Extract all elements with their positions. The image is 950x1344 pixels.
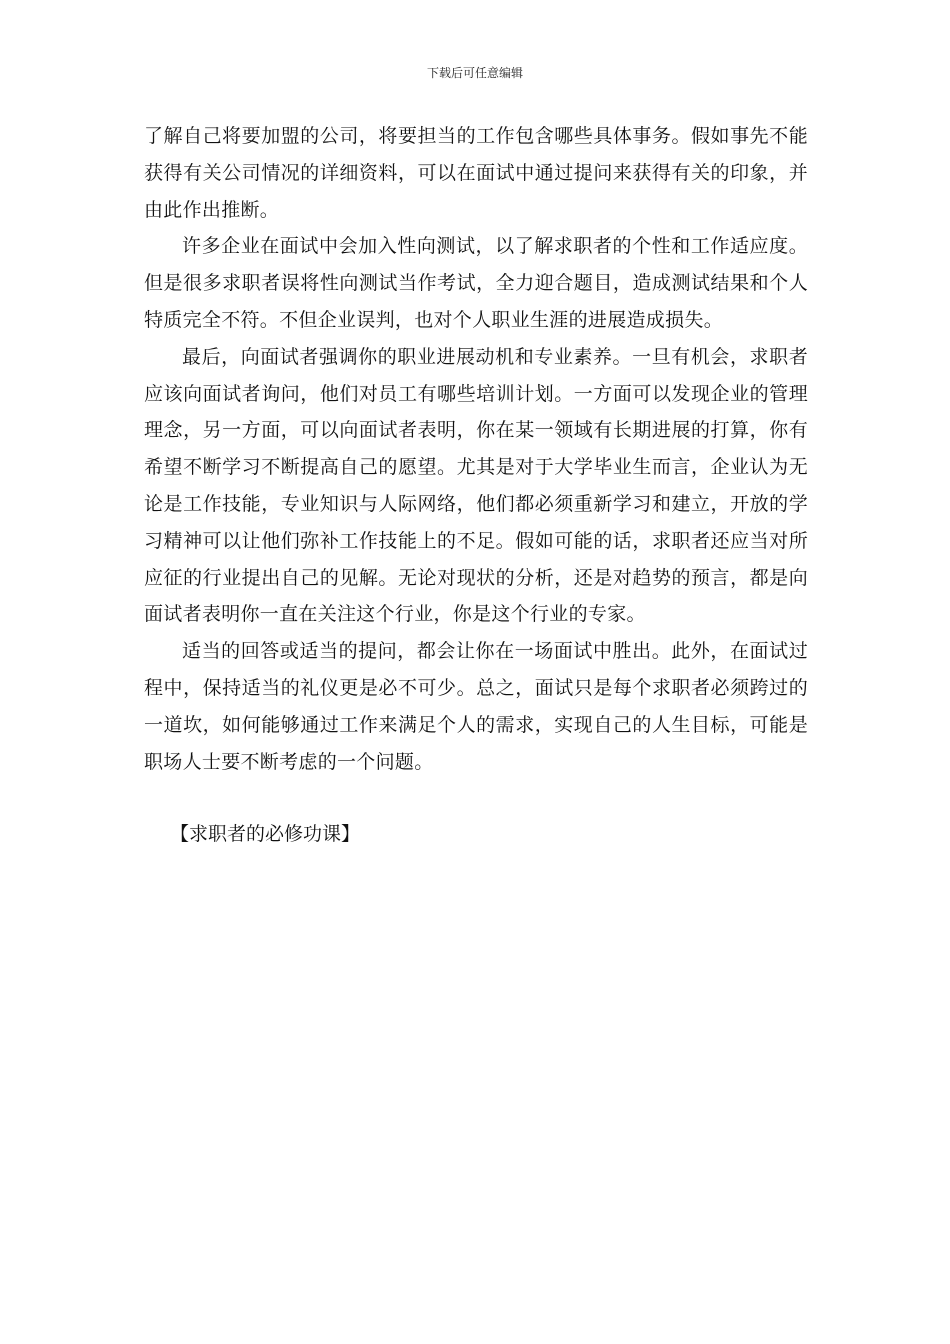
paragraph-aptitude-test: 许多企业在面试中会加入性向测试，以了解求职者的个性和工作适应度。但是很多求职者误将性向测试当作考试，全力迎合题目，造成测试结果和个人特质完全不符。不但企业误判，也对个人职业生涯的进展造成损失。 <box>144 235 808 331</box>
body-text <box>144 118 808 780</box>
paragraph-company-research: 了解自己将要加盟的公司，将要担当的工作包含哪些具体事务。假如事先不能获得有关公司情况的详细资料，可以在面试中通过提问来获得有关的印象，并由此作出推断。 <box>144 125 808 221</box>
paragraph-career-motivation: 最后，向面试者强调你的职业进展动机和专业素养。一旦有机会，求职者应该向面试者询问，他们对员工有哪些培训计划。一方面可以发现企业的管理理念，另一方面，可以向面试者表明，你在某一领域有长期进展的打算，你有希望不断学习不断提高自己的愿望。尤其是对于大学毕业生而言，企业认为无论是工作技能，专业知识与人际网络，他们都必须重新学习和建立，开放的学习精神可以让他们弥补工作技能上的不足。假如可能的话，求职者还应当对所应征的行业提出自己的见解。无论对现状的分析，还是对趋势的预言，都是向面试者表明你一直在关注这个行业，你是这个行业的专家。 <box>144 345 808 626</box>
page-header: 下载后可任意编辑 <box>426 66 523 80</box>
paragraph-conclusion: 适当的回答或适当的提问，都会让你在一场面试中胜出。此外，在面试过程中，保持适当的礼仪更是必不可少。总之，面试只是每个求职者必须跨过的一道坎，如何能够通过工作来满足个人的需求，实现自己的人生目标，可能是职场人士要不断考虑的一个问题。 <box>144 640 808 773</box>
section-heading: 【求职者的必修功课】 <box>170 823 361 845</box>
